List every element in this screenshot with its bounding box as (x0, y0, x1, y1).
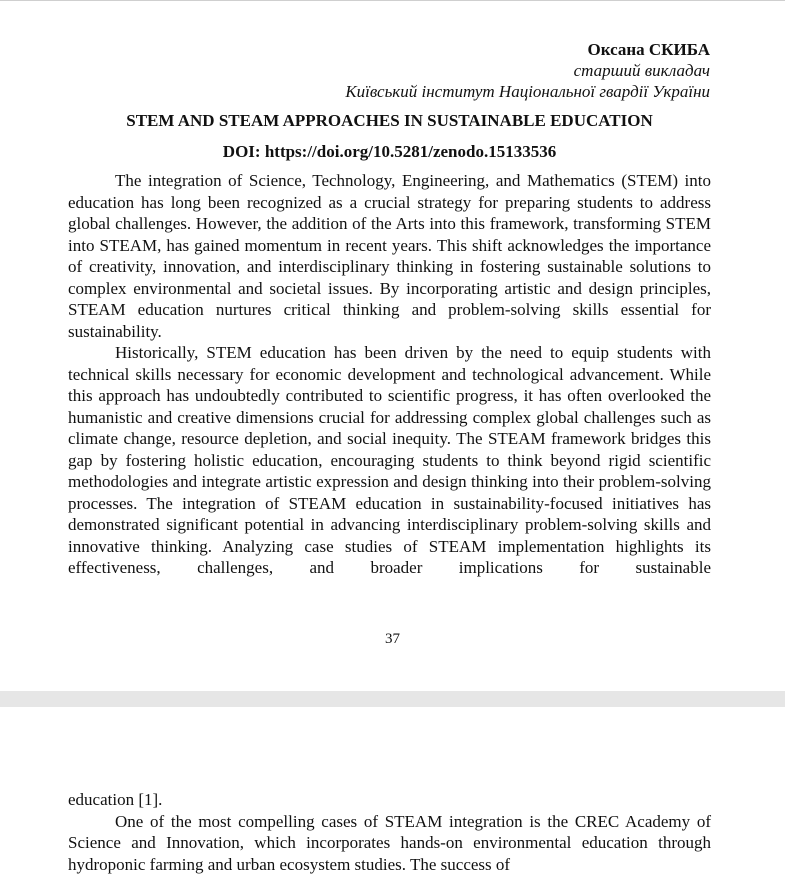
paragraph: Historically, STEM education has been driven by the need to equip students with technical skills necessary for economic development and technological advancement. While this approach has undoubtedly contributed to scientific progress, it has often overlooked the humanistic and creative dimensions crucial for addressing complex global challenges such as climate change, resource depletion, and social inequity. The STEAM framework bridges this gap by fostering holistic education, encouraging students to think beyond rigid scientific methodologies and integrate artistic expression and design thinking into their problem-solving processes. The integration of STEAM education in sustainability-focused initiatives has demonstrated significant potential in advancing interdisciplinary problem-solving skills and innovative thinking. Analyzing case studies of STEAM implementation highlights its effectiveness, challenges, and broader implications for sustainable (68, 343, 711, 577)
author-name: Оксана СКИБА (587, 40, 710, 59)
paragraph: The integration of Science, Technology, Engineering, and Mathematics (STEM) into education has long been recognized as a crucial strategy for preparing students to address global challenges. However, the addition of the Arts into this framework, transforming STEM into STEAM, has gained momentum in recent years. This shift acknowledges the importance of creativity, innovation, and interdisciplinary thinking in fostering sustainable solutions to complex environmental and societal issues. By incorporating artistic and design principles, STEAM education nurtures critical thinking and problem-solving skills essential for sustainability. (68, 171, 711, 341)
paragraph-continuation: education [1]. (68, 790, 163, 809)
author-role: старший викладач (573, 61, 710, 80)
page-number: 37 (385, 631, 400, 647)
paper-title: STEM AND STEAM APPROACHES IN SUSTAINABLE EDUCATION (126, 111, 653, 130)
paragraph: One of the most compelling cases of STEAM integration is the CREC Academy of Science and Innovation, which incorporates hands-on environmental education through hydroponic farming and urban ecosystem studies. The success of (68, 811, 711, 874)
page-content (0, 707, 785, 876)
author-block (345, 39, 710, 102)
doi-link[interactable]: DOI: https://doi.org/10.5281/zenodo.15133536 (222, 142, 557, 161)
body-text (68, 789, 711, 875)
document-page (0, 707, 785, 876)
author-organization: Київський інститут Національної гвардії України (345, 82, 710, 101)
body-text (68, 170, 711, 579)
